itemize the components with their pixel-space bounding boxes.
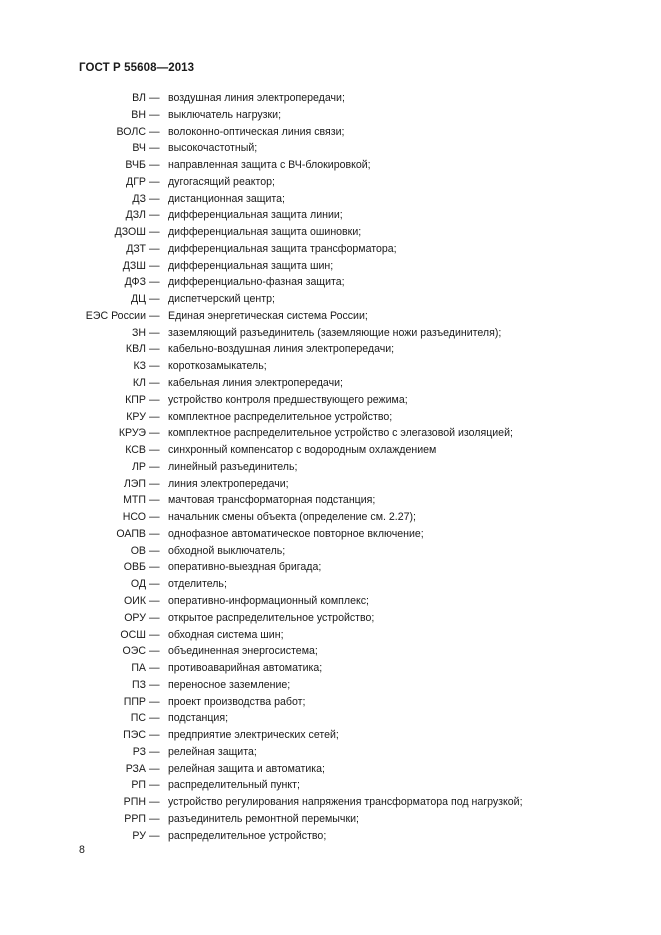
abbreviation-term: КРУЭ xyxy=(118,427,146,440)
em-dash-separator: — xyxy=(149,494,160,507)
abbreviation-entry xyxy=(0,694,661,711)
abbreviation-entry xyxy=(0,576,661,593)
em-dash-separator: — xyxy=(149,829,160,842)
abbreviation-entry xyxy=(0,341,661,358)
em-dash-separator: — xyxy=(149,175,160,188)
abbreviation-entry xyxy=(0,744,661,761)
abbreviation-entry xyxy=(0,107,661,124)
abbreviation-term: КВЛ xyxy=(125,343,146,356)
abbreviation-term: ЛР xyxy=(131,460,146,473)
em-dash-separator: — xyxy=(149,209,160,222)
abbreviation-entry xyxy=(0,777,661,794)
abbreviation-entry xyxy=(0,526,661,543)
em-dash-separator: — xyxy=(149,578,160,591)
abbreviation-term: ЗН xyxy=(131,326,146,339)
abbreviation-entry xyxy=(0,308,661,325)
abbreviation-term: ВН xyxy=(131,108,146,121)
abbreviation-term: ПЭС xyxy=(123,729,146,742)
abbreviation-definition: дистанционная защита; xyxy=(168,192,285,205)
abbreviation-term: ППР xyxy=(123,695,146,708)
abbreviation-entry xyxy=(0,224,661,241)
abbreviation-definition: комплектное распределительное устройство; xyxy=(168,410,393,423)
abbreviation-entry xyxy=(0,291,661,308)
abbreviation-term: ПС xyxy=(130,712,146,725)
abbreviation-term: ДЗШ xyxy=(122,259,146,272)
abbreviation-term: ДЗОШ xyxy=(114,226,146,239)
abbreviation-entry xyxy=(0,543,661,560)
em-dash-separator: — xyxy=(149,192,160,205)
em-dash-separator: — xyxy=(149,259,160,272)
abbreviation-entry xyxy=(0,258,661,275)
abbreviation-definition: переносное заземление; xyxy=(168,678,291,691)
em-dash-separator: — xyxy=(149,712,160,725)
abbreviation-entry xyxy=(0,442,661,459)
abbreviation-definition: оперативно-информационный комплекс; xyxy=(168,594,369,607)
abbreviation-definition: однофазное автоматическое повторное включение; xyxy=(168,527,424,540)
em-dash-separator: — xyxy=(149,695,160,708)
em-dash-separator: — xyxy=(149,293,160,306)
abbreviation-term: ОАПВ xyxy=(116,527,146,540)
abbreviation-definition: заземляющий разъединитель (заземляющие ножи разъединителя); xyxy=(168,326,502,339)
abbreviation-term: НСО xyxy=(122,511,146,524)
abbreviation-entry xyxy=(0,90,661,107)
em-dash-separator: — xyxy=(149,796,160,809)
abbreviation-definition: дифференциальная защита ошиновки; xyxy=(168,226,362,239)
abbreviation-definition: волоконно-оптическая линия связи; xyxy=(168,125,345,138)
em-dash-separator: — xyxy=(149,92,160,104)
em-dash-separator: — xyxy=(149,242,160,255)
abbreviation-term: КЛ xyxy=(132,377,146,390)
abbreviation-definition: объединенная энергосистема; xyxy=(168,645,318,658)
abbreviation-term: ОВБ xyxy=(123,561,146,574)
abbreviation-definition: обходная система шин; xyxy=(168,628,284,641)
abbreviation-term: РЗ xyxy=(132,745,146,758)
abbreviation-entry xyxy=(0,375,661,392)
abbreviation-definition: релейная защита и автоматика; xyxy=(168,762,325,775)
em-dash-separator: — xyxy=(149,628,160,641)
em-dash-separator: — xyxy=(149,159,160,172)
abbreviation-definition: начальник смены объекта (определение см. 2.27); xyxy=(168,511,416,524)
em-dash-separator: — xyxy=(149,662,160,675)
abbreviation-term: ОСШ xyxy=(120,628,146,641)
em-dash-separator: — xyxy=(149,561,160,574)
abbreviation-definition: дифференциальная защита шин; xyxy=(168,259,334,272)
em-dash-separator: — xyxy=(149,460,160,473)
abbreviation-definition: проект производства работ; xyxy=(168,695,306,708)
em-dash-separator: — xyxy=(149,678,160,691)
abbreviation-definition: воздушная линия электропередачи; xyxy=(168,92,345,104)
abbreviation-definition: отделитель; xyxy=(168,578,227,591)
abbreviation-definition: дугогасящий реактор; xyxy=(168,175,275,188)
abbreviation-entry xyxy=(0,828,661,845)
abbreviation-entry xyxy=(0,727,661,744)
abbreviation-definition: комплектное распределительное устройство с элегазовой изоляцией; xyxy=(168,427,513,440)
document-header: ГОСТ Р 55608—2013 xyxy=(79,62,195,74)
abbreviation-definition: релейная защита; xyxy=(168,745,257,758)
abbreviation-entry xyxy=(0,325,661,342)
abbreviation-entry xyxy=(0,509,661,526)
abbreviation-entry xyxy=(0,660,661,677)
abbreviation-entry xyxy=(0,191,661,208)
abbreviation-definition: дифференциальная защита трансформатора; xyxy=(168,242,397,255)
abbreviation-definition: кабельно-воздушная линия электропередачи; xyxy=(168,343,395,356)
abbreviation-definition: обходной выключатель; xyxy=(168,544,286,557)
abbreviation-definition: направленная защита с ВЧ-блокировкой; xyxy=(168,159,371,172)
abbreviation-term: ДЗТ xyxy=(126,242,146,255)
abbreviation-entry xyxy=(0,124,661,141)
abbreviation-entry xyxy=(0,627,661,644)
em-dash-separator: — xyxy=(149,544,160,557)
abbreviation-entry xyxy=(0,559,661,576)
abbreviation-definition: подстанция; xyxy=(168,712,229,725)
abbreviation-entry xyxy=(0,710,661,727)
em-dash-separator: — xyxy=(149,527,160,540)
abbreviation-term: ОЭС xyxy=(122,645,146,658)
abbreviation-term: ДЗЛ xyxy=(125,209,146,222)
abbreviation-entry xyxy=(0,358,661,375)
em-dash-separator: — xyxy=(149,511,160,524)
em-dash-separator: — xyxy=(149,410,160,423)
abbreviation-entry xyxy=(0,409,661,426)
abbreviation-term: ОИК xyxy=(123,594,146,607)
em-dash-separator: — xyxy=(149,812,160,825)
abbreviation-term: КЗ xyxy=(133,360,146,373)
em-dash-separator: — xyxy=(149,645,160,658)
abbreviation-term: ВОЛС xyxy=(116,125,146,138)
abbreviation-definition: устройство регулирования напряжения трансформатора под нагрузкой; xyxy=(168,796,523,809)
abbreviation-entry xyxy=(0,593,661,610)
abbreviation-definition: разъединитель ремонтной перемычки; xyxy=(168,812,359,825)
em-dash-separator: — xyxy=(149,611,160,624)
em-dash-separator: — xyxy=(149,108,160,121)
abbreviation-term: РЗА xyxy=(125,762,146,775)
em-dash-separator: — xyxy=(149,343,160,356)
abbreviation-term: КРУ xyxy=(126,410,146,423)
abbreviation-definition: распределительный пункт; xyxy=(168,779,300,792)
abbreviation-definition: устройство контроля предшествующего режима; xyxy=(168,393,408,406)
abbreviation-definition: диспетчерский центр; xyxy=(168,293,275,306)
em-dash-separator: — xyxy=(149,326,160,339)
abbreviation-term: РРП xyxy=(124,812,146,825)
abbreviation-term: ЕЭС России xyxy=(85,309,146,322)
abbreviation-definition: предприятие электрических сетей; xyxy=(168,729,339,742)
abbreviation-definition: дифференциально-фазная защита; xyxy=(168,276,345,289)
abbreviation-term: ОД xyxy=(130,578,146,591)
abbreviation-entry xyxy=(0,476,661,493)
abbreviation-definition: короткозамыкатель; xyxy=(168,360,267,373)
em-dash-separator: — xyxy=(149,762,160,775)
abbreviation-entry xyxy=(0,157,661,174)
abbreviation-entry xyxy=(0,794,661,811)
abbreviation-definition: мачтовая трансформаторная подстанция; xyxy=(168,494,376,507)
em-dash-separator: — xyxy=(149,276,160,289)
em-dash-separator: — xyxy=(149,142,160,155)
em-dash-separator: — xyxy=(149,745,160,758)
abbreviation-entry xyxy=(0,241,661,258)
abbreviation-term: РПН xyxy=(123,796,146,809)
abbreviation-entry xyxy=(0,274,661,291)
abbreviation-term: ДГР xyxy=(126,175,146,188)
abbreviation-entry xyxy=(0,140,661,157)
em-dash-separator: — xyxy=(149,779,160,792)
abbreviation-entry xyxy=(0,677,661,694)
abbreviation-term: МТП xyxy=(123,494,146,507)
abbreviation-entry xyxy=(0,492,661,509)
abbreviation-entry xyxy=(0,207,661,224)
abbreviation-term: ДЦ xyxy=(130,293,146,306)
abbreviation-definition: оперативно-выездная бригада; xyxy=(168,561,322,574)
abbreviation-term: КСВ xyxy=(125,444,146,457)
abbreviation-definition: кабельная линия электропередачи; xyxy=(168,377,343,390)
abbreviation-entry xyxy=(0,811,661,828)
em-dash-separator: — xyxy=(149,427,160,440)
em-dash-separator: — xyxy=(149,393,160,406)
abbreviation-entry xyxy=(0,425,661,442)
em-dash-separator: — xyxy=(149,226,160,239)
abbreviation-entry xyxy=(0,643,661,660)
abbreviation-term: ДЗ xyxy=(132,192,146,205)
abbreviation-term: ДФЗ xyxy=(124,276,146,289)
abbreviation-term: ПА xyxy=(131,662,146,675)
abbreviation-entry xyxy=(0,761,661,778)
abbreviation-term: РП xyxy=(131,779,146,792)
abbreviation-term: ОРУ xyxy=(124,611,146,624)
abbreviation-entry xyxy=(0,174,661,191)
abbreviation-definition: противоаварийная автоматика; xyxy=(168,662,323,675)
abbreviation-entry xyxy=(0,459,661,476)
em-dash-separator: — xyxy=(149,444,160,457)
abbreviation-definition: выключатель нагрузки; xyxy=(168,108,282,121)
abbreviation-term: ПЗ xyxy=(131,678,146,691)
abbreviation-term: КПР xyxy=(125,393,146,406)
abbreviation-definition: линейный разъединитель; xyxy=(168,460,298,473)
abbreviation-term: ВЧ xyxy=(132,142,146,155)
em-dash-separator: — xyxy=(149,477,160,490)
em-dash-separator: — xyxy=(149,125,160,138)
abbreviation-term: ВЛ xyxy=(132,92,146,104)
abbreviation-definition: открытое распределительное устройство; xyxy=(168,611,375,624)
em-dash-separator: — xyxy=(149,377,160,390)
abbreviation-term: ОВ xyxy=(130,544,146,557)
abbreviation-definition: дифференциальная защита линии; xyxy=(168,209,343,222)
abbreviation-definition: распределительное устройство; xyxy=(168,829,327,842)
abbreviation-term: ЛЭП xyxy=(123,477,146,490)
abbreviation-definition: синхронный компенсатор с водородным охлаждением xyxy=(168,444,437,457)
abbreviation-list xyxy=(0,90,661,844)
abbreviation-entry xyxy=(0,392,661,409)
abbreviation-definition: Единая энергетическая система России; xyxy=(168,309,368,322)
abbreviation-definition: высокочастотный; xyxy=(168,142,258,155)
em-dash-separator: — xyxy=(149,594,160,607)
em-dash-separator: — xyxy=(149,309,160,322)
abbreviation-definition: линия электропередачи; xyxy=(168,477,289,490)
em-dash-separator: — xyxy=(149,360,160,373)
abbreviation-term: ВЧБ xyxy=(125,159,146,172)
abbreviation-term: РУ xyxy=(132,829,146,842)
page-number: 8 xyxy=(79,844,85,856)
abbreviation-entry xyxy=(0,610,661,627)
em-dash-separator: — xyxy=(149,729,160,742)
